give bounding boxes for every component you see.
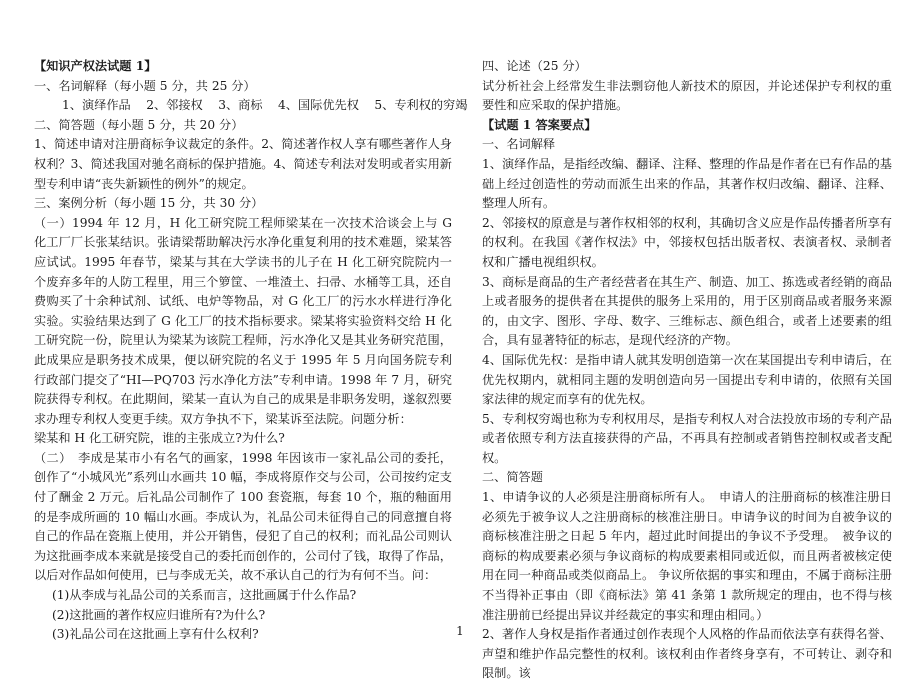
right-column: [482, 57, 892, 684]
section1-heading: 一、名词解释（每小题 5 分，共 25 分）: [34, 78, 256, 93]
section2-heading: 二、简答题（每小题 5 分，共 20 分）: [34, 117, 244, 132]
left-column: [34, 57, 468, 645]
page-number: 1: [456, 624, 464, 638]
answer1-item-4: 4、国际优先权：是指申请人就其发明创造第一次在某国提出专利申请后，在优先权期内，就相同主题的发明创造向另一国提出专利申请的，依照有关国家法律的规定而享有的优先权。: [482, 352, 892, 407]
answer1-item-1: 1、演绎作品，是指经改编、翻译、注释、整理的作品是作者在已有作品的基础上经过创造性的劳动而派生出来的作品，其著作权归改编、翻译、注释、整理人所有。: [482, 156, 892, 211]
case2-question-1: (1)从李成与礼品公司的关系而言，这批画属于什么作品?: [52, 588, 357, 603]
exam-title: 【知识产权法试题 1】: [34, 59, 157, 73]
case2-question-3: (3)礼品公司在这批画上享有什么权利?: [52, 627, 259, 642]
answer-title: 【试题 1 答案要点】: [482, 117, 597, 132]
answer2-item-2: 2、著作人身权是指作者通过创作表现个人风格的作品而依法享有获得名誉、声望和维护作品完整性的权利。该权利由作者终身享有，不可转让、剥夺和限制。该: [482, 627, 892, 681]
section2-questions: 1、简述申请对注册商标争议裁定的条件。2、简述著作权人享有哪些著作人身权利？3、简述我国对驰名商标的保护措施。4、简述专利法对发明或者实用新型专利申请“丧失新颖性的例外”的规定。: [34, 137, 452, 191]
case2-question-2: (2)这批画的著作权应归谁所有?为什么?: [52, 607, 266, 622]
answer1-item-5: 5、专利权穷竭也称为专利权用尽，是指专利权人对合法投放市场的专利产品或者依照专利方法直接获得的产品，不再具有控制或者销售控制权或者支配权。: [482, 411, 892, 465]
answer1-item-2: 2、邻接权的原意是与著作权相邻的权利，其确切含义应是作品传播者所享有的权利。在我国《著作权法》中，邻接权包括出版者权、表演者权、录制者权和广播电视组织权。: [482, 215, 892, 269]
section3-heading: 三、案例分析（每小题 15 分，共 30 分）: [34, 196, 264, 211]
section1-items: 1、演绎作品 2、邻接权 3、商标 4、国际优先权 5、专利权的穷竭: [62, 98, 468, 113]
case1-text: （一）1994 年 12 月，H 化工研究院工程师梁某在一次技术洽谈会上与 G 化工厂厂长张某结识。张请梁帮助解决污水净化重复利用的技术难题，梁某答应试试。1995 年春节，梁某与其在大学读书的儿子在 H 化工研究院院内一个废弃多年的人防工程里，用三个箩筐、一堆渣土、扫帚、水桶等工具，还自费购买了十余种试剂、试纸、电炉等物品，对 G 化工厂的污水水样进行净化实验。实验结果达到了 G 化工厂的技术指标要求。梁某将实验资料交给 H 化工研究院一份，院里认为梁某为该院工程师，污水净化又是其业务研究范围，此成果应是职务技术成果，便以研究院的名义于 1995 年 5 月向国务院专利行政部门提交了“HI—PQ703 污水净化方法”专利申请。1998 年 7 月，研究院获得专利权。在此期间，梁某一直认为自己的成果是非职务发明，遂叙烈要求办理专利权人变更手续。双方争执不下，梁某诉至法院。问题分析：: [34, 215, 452, 426]
section4-question: 试分析社会上经常发生非法剽窃他人新技术的原因，并论述保护专利权的重要性和应采取的保护措施。: [482, 78, 892, 113]
answer2-item-1: 1、申请争议的人必须是注册商标所有人。 申请人的注册商标的核准注册日必须先于被争议人之注册商标的核准注册日。申请争议的时间为自被争议的商标核准注册之日起 5 年内，超过此时间提出的争议不予受理。 被争议的商标的构成要素必须与争议商标的构成要素相同或近似，而且两者被核定使用在同一种商品或类似商品上。 争议所依据的事实和理由，不属于商标注册不当得补正事由（即《商标法》第 41 条第 1 款所规定的理由，也不得与核准注册前已经提出异议并经裁定的事实和理由相同。）: [482, 490, 892, 622]
answer1-heading: 一、名词解释: [482, 137, 556, 152]
case1-question: 梁某和 H 化工研究院，谁的主张成立?为什么?: [34, 431, 285, 446]
section4-heading: 四、论述（25 分）: [482, 59, 587, 73]
answer2-heading: 二、简答题: [482, 470, 543, 485]
answer1-item-3: 3、商标是商品的生产者经营者在其生产、制造、加工、拣选或者经销的商品上或者服务的提供者在其提供的服务上采用的，用于区别商品或者服务来源的，由文字、图形、字母、数字、三维标志、颜色组合，或者上述要素的组合，具有显著特征的标志，是现代经济的产物。: [482, 274, 892, 348]
case2-text: （二） 李成是某市小有名气的画家，1998 年因该市一家礼品公司的委托，创作了“小城风光”系列山水画共 10 幅，李成将原作交与公司，公司按约定支付了酬金 2 万元。后礼品公司制作了 100 套瓷瓶，每套 10 个，瓶的釉面用的是李成所画的 10 幅山水画。李成认为，礼品公司未征得自己的同意擅自将自己的作品在瓷瓶上使用，并公开销售，侵犯了自己的权利；而礼品公司则认为这批画李成本来就是接受自己的委托而创作的，公司付了钱，取得了作品，以后对作品如何使用，已与李成无关，故不承认自己的行为有何不当。问：: [34, 450, 452, 583]
